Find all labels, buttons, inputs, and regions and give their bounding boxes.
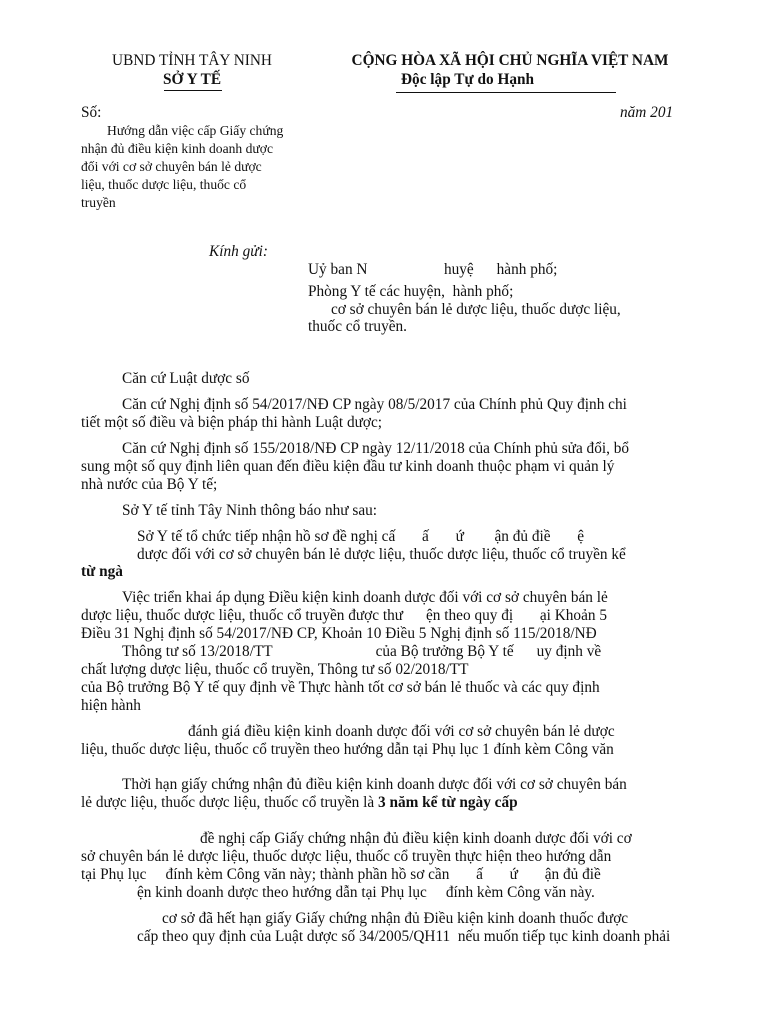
body-line: sung một số quy định liên quan đến điều kiện đầu tư kinh doanh thuộc phạm vi quản lý — [81, 458, 615, 475]
national-title: CỘNG HÒA XÃ HỘI CHỦ NGHĨA VIỆT NAM — [351, 52, 669, 69]
summary-line: đối với cơ sở chuyên bán lẻ dược — [81, 159, 262, 174]
department-name: SỞ Y TẾ — [162, 71, 222, 88]
body-line: đánh giá điều kiện kinh doanh dược đối với cơ sở chuyên bán lẻ dược — [188, 723, 615, 740]
recipient-line: Uỷ ban N huyệ hành phố; — [308, 261, 558, 278]
document-summary — [81, 122, 311, 212]
body-line: dược đối với cơ sở chuyên bán lẻ dược liệu, thuốc dược liệu, thuốc cổ truyền kể — [137, 546, 626, 563]
motto-underline — [396, 92, 616, 93]
body-line: Điều 31 Nghị định số 54/2017/NĐ CP, Khoản 10 Điều 5 Nghị định số 115/2018/NĐ — [81, 625, 597, 642]
body-line: chất lượng dược liệu, thuốc cổ truyền, Thông tư số 02/2018/TT — [81, 661, 469, 678]
body-line: nhà nước của Bộ Y tế; — [81, 476, 218, 493]
body-line: Thời hạn giấy chứng nhận đủ điều kiện kinh doanh dược đối với cơ sở chuyên bán — [122, 776, 627, 793]
body-line: đề nghị cấp Giấy chứng nhận đủ điều kiện kinh doanh dược đối với cơ — [200, 830, 632, 847]
body-line: liệu, thuốc dược liệu, thuốc cổ truyền theo hướng dẫn tại Phụ lục 1 đính kèm Công văn — [81, 741, 614, 758]
national-motto: Độc lập Tự do Hạnh — [401, 71, 535, 88]
summary-line: Hướng dẫn việc cấp Giấy chứng — [107, 123, 284, 138]
recipient-line: cơ sở chuyên bán lẻ dược liệu, thuốc dược liệu, — [308, 301, 621, 318]
body-line: sở chuyên bán lẻ dược liệu, thuốc dược liệu, thuốc cổ truyền thực hiện theo hướng dẫn — [81, 848, 612, 865]
body-line: Căn cứ Nghị định số 155/2018/NĐ CP ngày 12/11/2018 của Chính phủ sửa đổi, bổ — [122, 440, 630, 457]
body-text: lẻ dược liệu, thuốc dược liệu, thuốc cổ truyền là — [81, 794, 375, 811]
agency-name: UBND TỈNH TÂY NINH — [112, 52, 272, 69]
document-number: Số: — [81, 104, 102, 121]
body-line: dược liệu, thuốc dược liệu, thuốc cổ truyền được thư ện theo quy đị ại Khoản 5 — [81, 607, 607, 624]
body-line: hiện hành — [81, 697, 141, 714]
body-line: của Bộ trưởng Bộ Y tế quy định về Thực hành tốt cơ sở bán lẻ thuốc và các quy định — [81, 679, 600, 696]
body-line: tại Phụ lục đính kèm Công văn này; thành phần hồ sơ cần ấ ứ ận đủ điề — [81, 866, 601, 883]
validity-period: 3 năm kể từ ngày cấp — [377, 794, 518, 811]
summary-line: nhận đủ điều kiện kinh doanh dược — [81, 141, 273, 156]
body-line: Căn cứ Nghị định số 54/2017/NĐ CP ngày 08/5/2017 của Chính phủ Quy định chi — [122, 396, 627, 413]
body-line: cơ sở đã hết hạn giấy Giấy chứng nhận đủ Điều kiện kinh doanh thuốc được — [162, 910, 629, 927]
recipient-line: Phòng Y tế các huyện, hành phố; — [308, 283, 514, 300]
body-line: Việc triển khai áp dụng Điều kiện kinh doanh dược đối với cơ sở chuyên bán lẻ — [122, 589, 608, 606]
body-line: Căn cứ Luật dược số — [122, 370, 250, 387]
document-date: năm 201 — [620, 104, 674, 121]
recipients-label: Kính gửi: — [209, 243, 268, 260]
body-line — [81, 794, 518, 812]
body-line: Sở Y tế tỉnh Tây Ninh thông báo như sau: — [122, 502, 378, 519]
recipient-line: thuốc cổ truyền. — [308, 318, 407, 335]
summary-line: liệu, thuốc dược liệu, thuốc cổ — [81, 177, 247, 192]
summary-line: truyền — [81, 195, 116, 210]
body-line: từ ngà — [81, 563, 123, 580]
body-line: Sở Y tế tổ chức tiếp nhận hồ sơ đề nghị cấ ấ ứ ận đủ điề ệ — [137, 528, 585, 545]
body-line: tiết một số điều và biện pháp thi hành Luật dược; — [81, 414, 383, 431]
body-line: cấp theo quy định của Luật dược số 34/2005/QH11 nếu muốn tiếp tục kinh doanh phải — [137, 928, 671, 945]
body-line: ện kinh doanh dược theo hướng dẫn tại Phụ lục đính kèm Công văn này. — [137, 884, 595, 901]
department-underline — [164, 90, 222, 91]
body-line: Thông tư số 13/2018/TT của Bộ trưởng Bộ Y tế uy định về — [122, 643, 602, 660]
